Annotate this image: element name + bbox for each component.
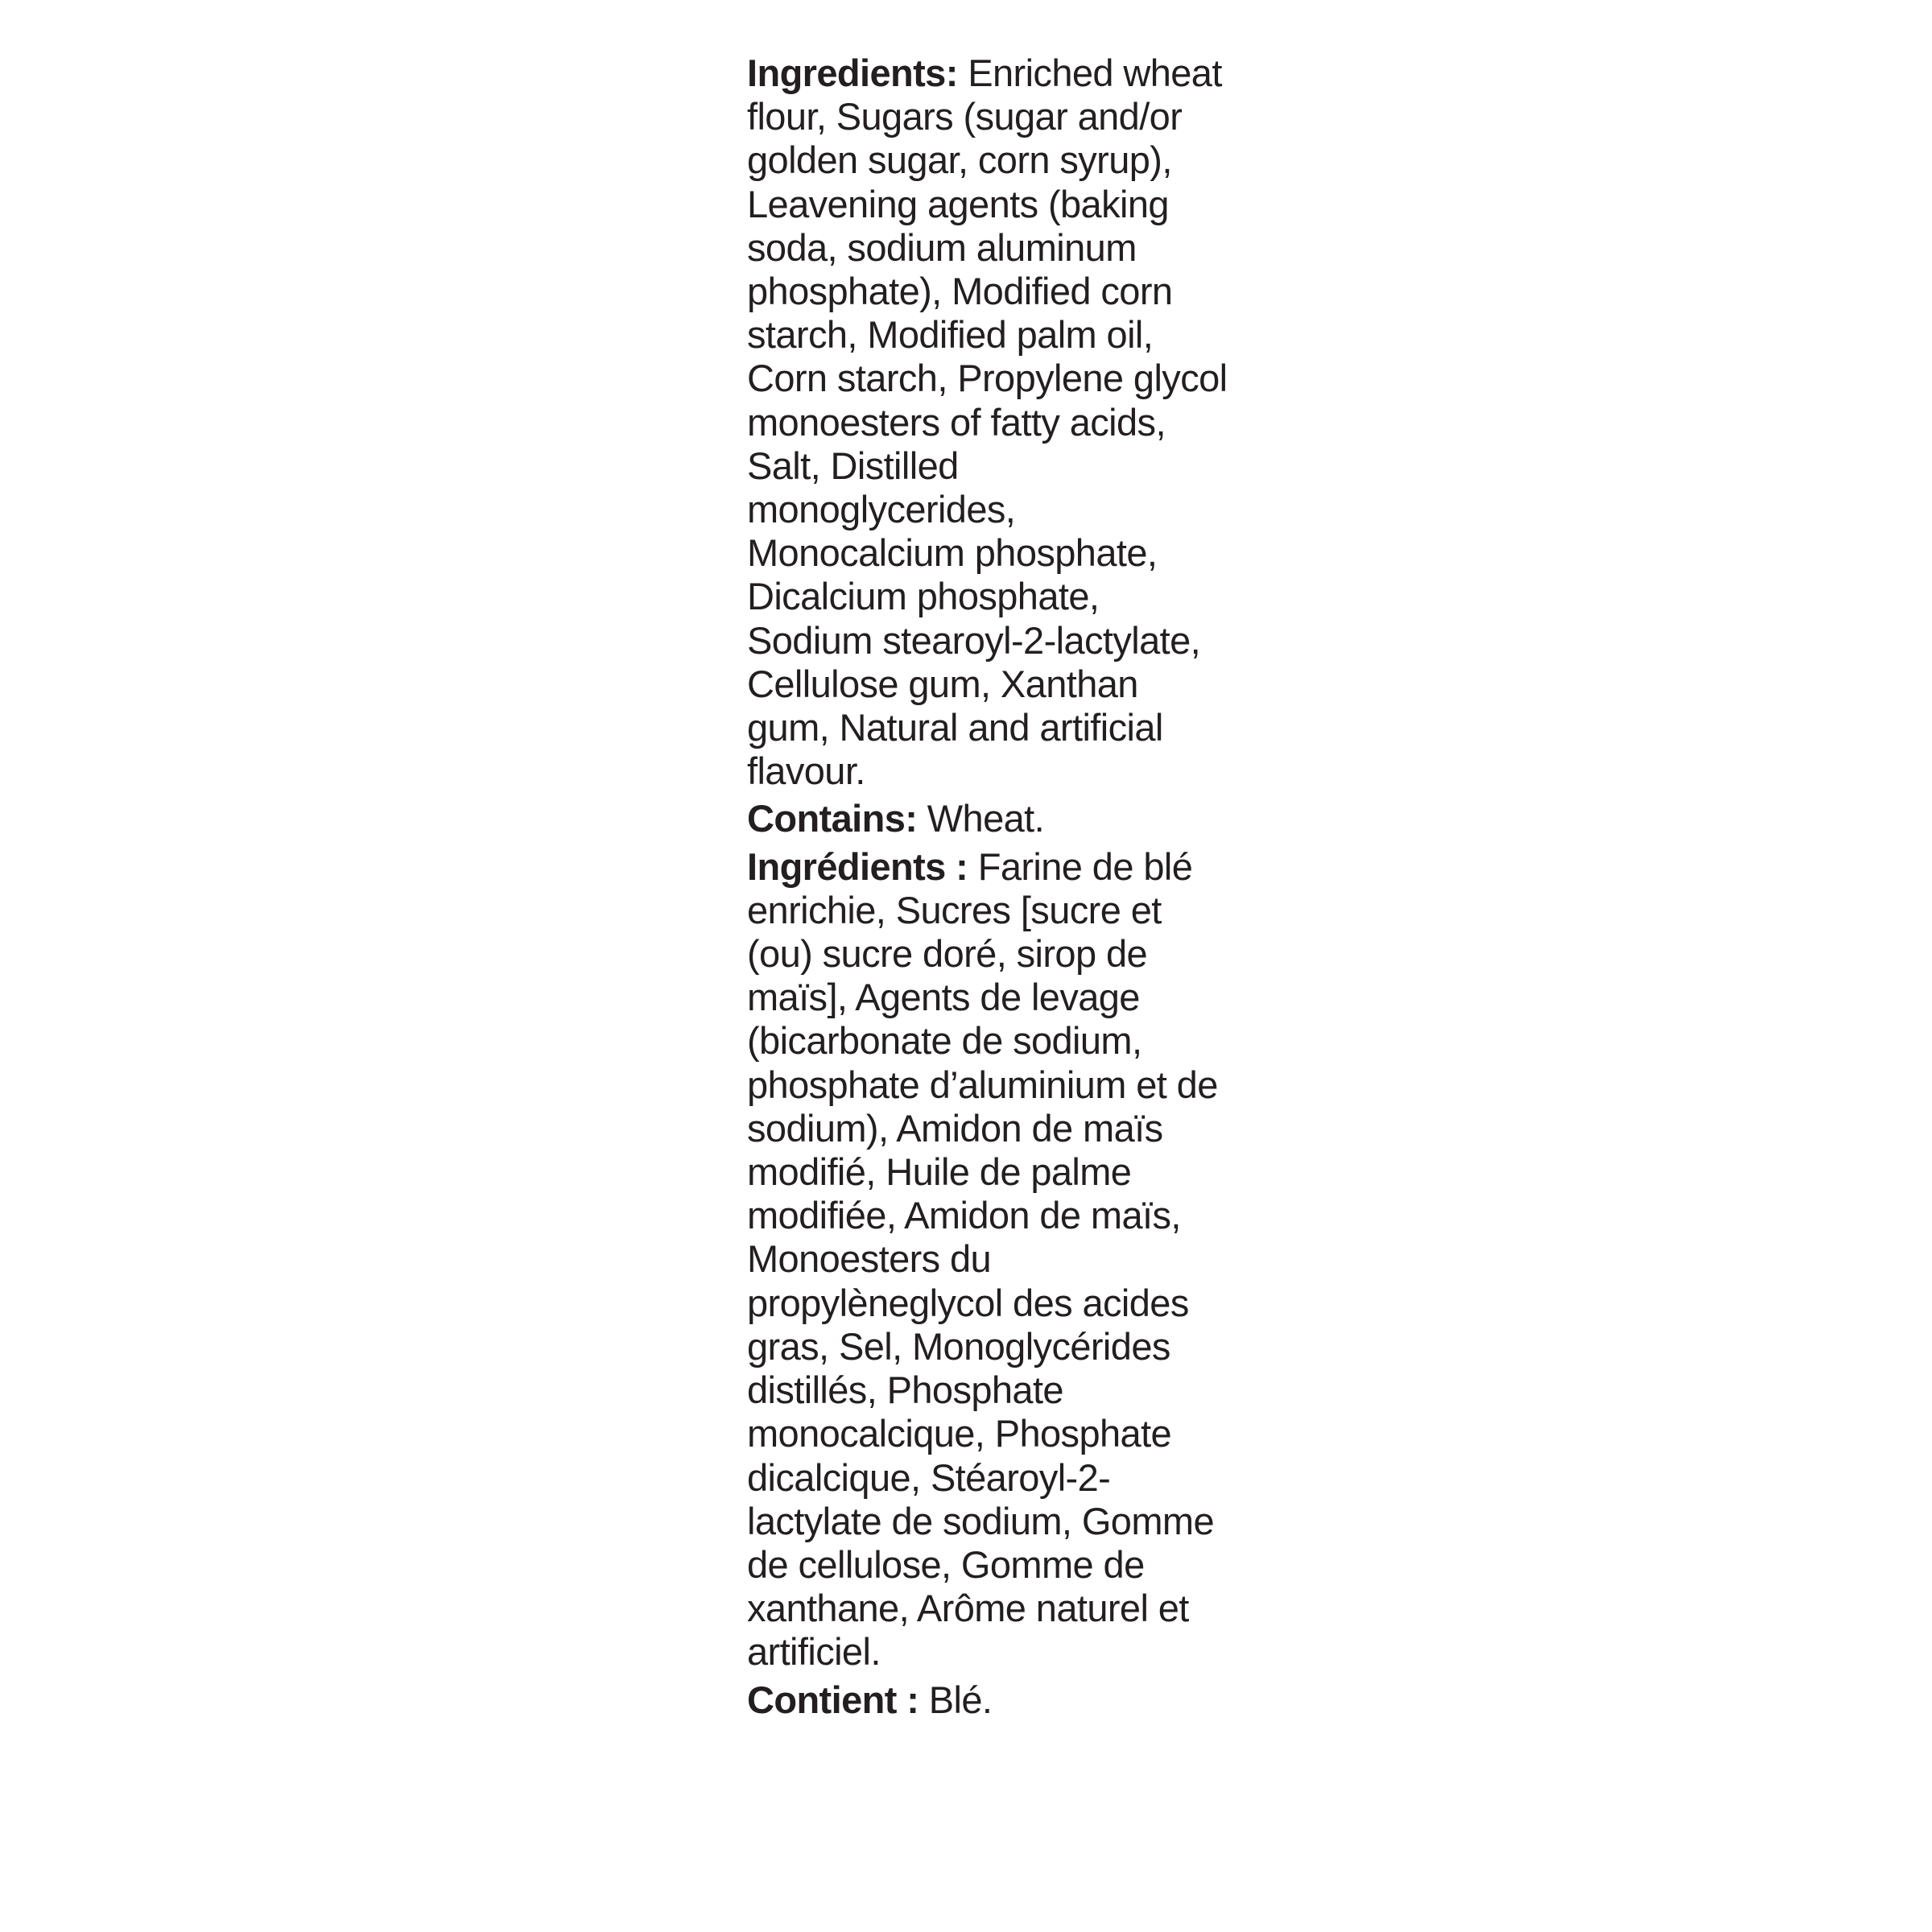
french-contains-value: Blé. xyxy=(928,1678,993,1721)
english-ingredients-heading: Ingredients: xyxy=(747,52,958,94)
english-allergen-statement xyxy=(747,797,1230,840)
french-ingredients-paragraph xyxy=(747,845,1230,1674)
ingredients-label-panel xyxy=(747,52,1230,1722)
english-ingredients-paragraph xyxy=(747,52,1230,793)
english-contains-heading: Contains: xyxy=(747,797,918,840)
french-allergen-statement xyxy=(747,1678,1230,1722)
french-contains-heading: Contient : xyxy=(747,1678,919,1721)
french-ingredients-list: Farine de blé enrichie, Sucres [sucre et (ou) sucre doré, sirop de maïs], Agents de levage (bicarbonate de sodium, phosphate d’aluminium et de sodium), Amidon de maïs modifié, Huile de palme modifiée, Amidon de maïs, Monoesters du propylèneglycol des acides gras, Sel, Monoglycérides distillés, Phosphate monocalcique, Phosphate dicalcique, Stéaroyl-2-lactylate de sodium, Gomme de cellulose, Gomme de xanthane, Arôme naturel et artificiel. xyxy=(747,844,1218,1674)
french-ingredients-heading: Ingrédients : xyxy=(747,844,968,888)
english-ingredients-list: Enriched wheat flour, Sugars (sugar and/or golden sugar, corn syrup), Leavening agents (baking soda, sodium aluminum phosphate), Modified corn starch, Modified palm oil, Corn starch, Propylene glycol monoesters of fatty acids, Salt, Distilled monoglycerides, Monocalcium phosphate, Dicalcium phosphate, Sodium stearoyl-2-lactylate, Cellulose gum, Xanthan gum, Natural and artificial flavour. xyxy=(747,52,1228,793)
english-contains-value: Wheat. xyxy=(927,797,1045,840)
